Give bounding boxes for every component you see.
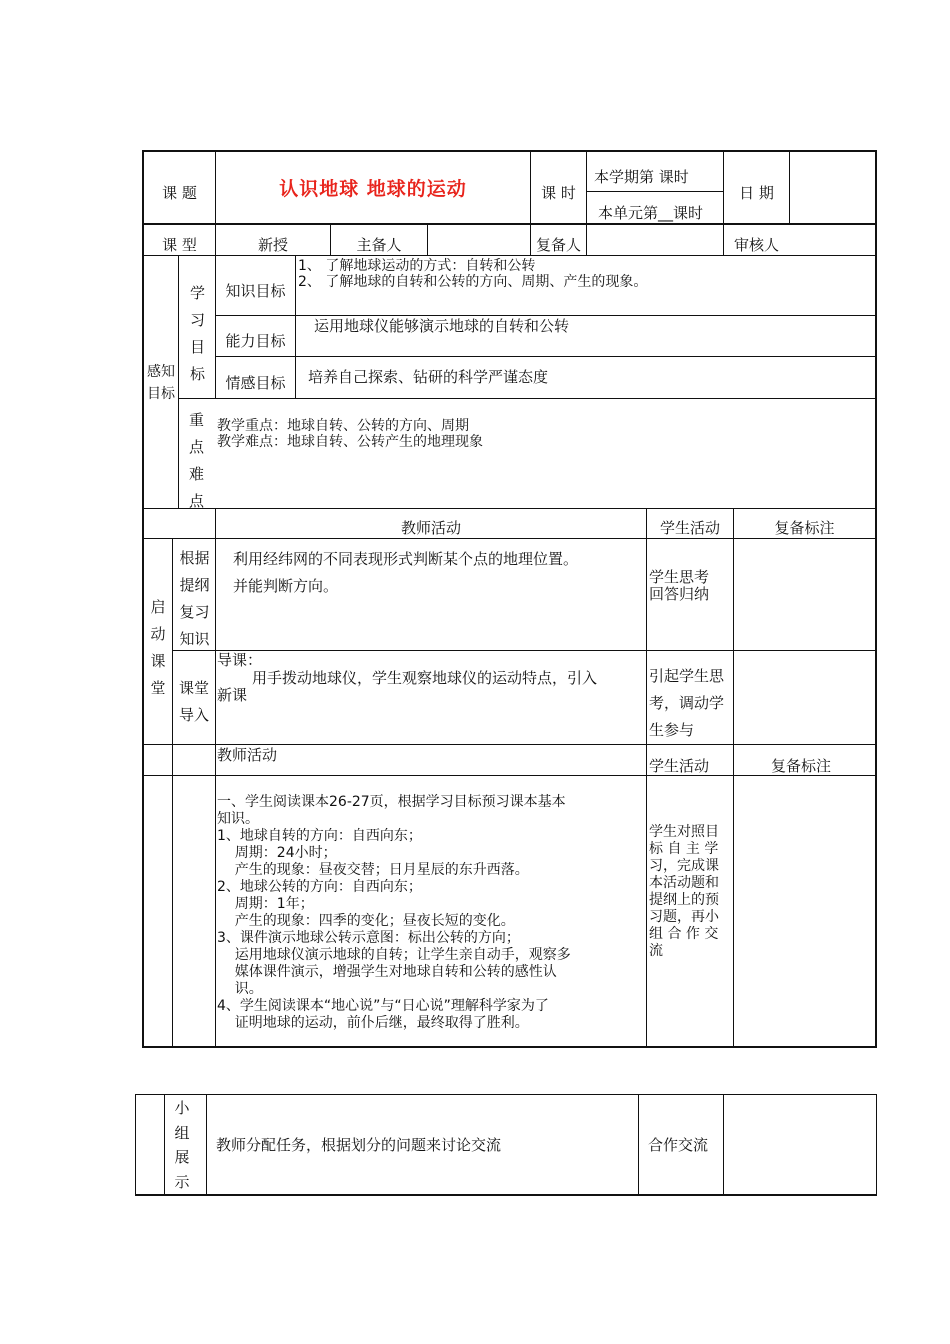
- date-label: 日 期: [739, 184, 774, 202]
- teacher-activity-header-2: 教师活动: [217, 746, 278, 764]
- review-knowledge-label: 根据提纲复习知识: [179, 549, 210, 648]
- activity-line: 媒体课件演示，增强学生对地球自转和公转的感性认: [217, 964, 557, 980]
- activity-line: 产生的现象：四季的变化；昼夜长短的变化。: [217, 913, 515, 929]
- activity-line: 运用地球仪演示地球的自转；让学生亲自动手，观察多: [217, 947, 571, 963]
- student-activity-header-2: 学生活动: [649, 757, 710, 775]
- remark-header-2: 复备标注: [771, 757, 832, 775]
- ability-text: 运用地球仪能够演示地球的自转和公转: [314, 317, 570, 335]
- type-value: 新授: [257, 236, 288, 254]
- student-activity-header: 学生活动: [659, 519, 720, 537]
- review-student: 回答归纳: [649, 585, 710, 603]
- knowledge-item: 1、 了解地球运动的方式：自转和公转: [298, 258, 536, 274]
- group-show-teacher: 教师分配任务，根据划分的问题来讨论交流: [216, 1136, 502, 1154]
- activity-line: 周期：24小时；: [217, 845, 337, 861]
- preparer-label: 主备人: [356, 236, 402, 254]
- review-label: 复备人: [535, 236, 581, 254]
- student-line: 学生对照目: [649, 824, 719, 840]
- activity-line: 产生的现象：昼夜交替；日月星辰的东升西落。: [217, 862, 529, 878]
- unit-period: 本单元第__课时: [598, 204, 704, 222]
- activity-line: 2、地球公转的方向：自西向东；: [217, 879, 422, 895]
- ability-label: 能力目标: [225, 332, 286, 350]
- review-student: 学生思考: [649, 568, 710, 586]
- topic-label: 课 题: [162, 184, 197, 202]
- activity-line: 证明地球的运动，前仆后继，最终取得了胜利。: [217, 1015, 529, 1031]
- student-line: 习，完成课: [649, 858, 719, 874]
- student-line: 标 自 主 学: [649, 841, 719, 857]
- activity-line: 4、学生阅读课本“地心说”与“日心说”理解科学家为了: [217, 998, 549, 1014]
- intro-line: 用手拨动地球仪，学生观察地球仪的运动特点，引入: [252, 669, 598, 687]
- key-points-label: 重点难点: [188, 411, 204, 510]
- activity-line: 识。: [217, 981, 263, 997]
- lesson-title: 认识地球 地球的运动: [279, 178, 467, 200]
- group-show-student: 合作交流: [648, 1136, 709, 1154]
- period-label: 课 时: [541, 184, 576, 202]
- intro-line: 新课: [217, 686, 248, 704]
- activity-line: 周期：1年；: [217, 896, 314, 912]
- intro-student: 考，调动学: [649, 694, 725, 712]
- key-point: 教学重点：地球自转、公转的方向、周期: [217, 418, 469, 434]
- intro-student: 生参与: [649, 721, 695, 739]
- emotion-text: 培养自己探索、钻研的科学严谨态度: [308, 368, 549, 386]
- student-line: 提纲上的预: [649, 892, 719, 908]
- activity-line: 知识。: [217, 811, 259, 827]
- startup-group-label: 启动课堂: [150, 598, 166, 697]
- date-value[interactable]: [790, 184, 875, 203]
- activity-line: 1、地球自转的方向：自西向东；: [217, 828, 422, 844]
- emotion-label: 情感目标: [225, 374, 286, 392]
- student-line: 组 合 作 交: [649, 926, 719, 942]
- group-show-label: 小组展示: [174, 1099, 190, 1191]
- auditor-label: 审核人: [733, 236, 779, 254]
- intro-line: 导课：: [217, 651, 263, 669]
- teacher-activity-header: 教师活动: [400, 519, 461, 537]
- activity-line: 3、课件演示地球公转示意图：标出公转的方向；: [217, 930, 520, 946]
- student-line: 习题，再小: [649, 909, 719, 925]
- student-line: 本活动题和: [649, 875, 719, 891]
- review-line: 并能判断方向。: [233, 577, 339, 595]
- intro-label: 课堂导入: [178, 679, 209, 724]
- intro-student: 引起学生思: [649, 667, 725, 685]
- knowledge-item: 2、 了解地球的自转和公转的方向、周期、产生的现象。: [298, 274, 648, 290]
- learning-objective-label: 学习目标: [190, 284, 206, 383]
- review-line: 利用经纬网的不同表现形式判断某个点的地理位置。: [233, 550, 579, 568]
- student-line: 流: [649, 943, 663, 959]
- remark-header: 复备标注: [774, 519, 835, 537]
- key-point: 教学难点：地球自转、公转产生的地理现象: [217, 434, 483, 450]
- activity-line: 一、学生阅读课本26-27页，根据学习目标预习课本基本: [217, 794, 566, 810]
- objective-group-label: 感知目标: [147, 364, 175, 402]
- knowledge-label: 知识目标: [225, 282, 286, 300]
- semester-period: 本学期第 课时: [594, 168, 689, 186]
- type-label: 课 型: [162, 236, 197, 254]
